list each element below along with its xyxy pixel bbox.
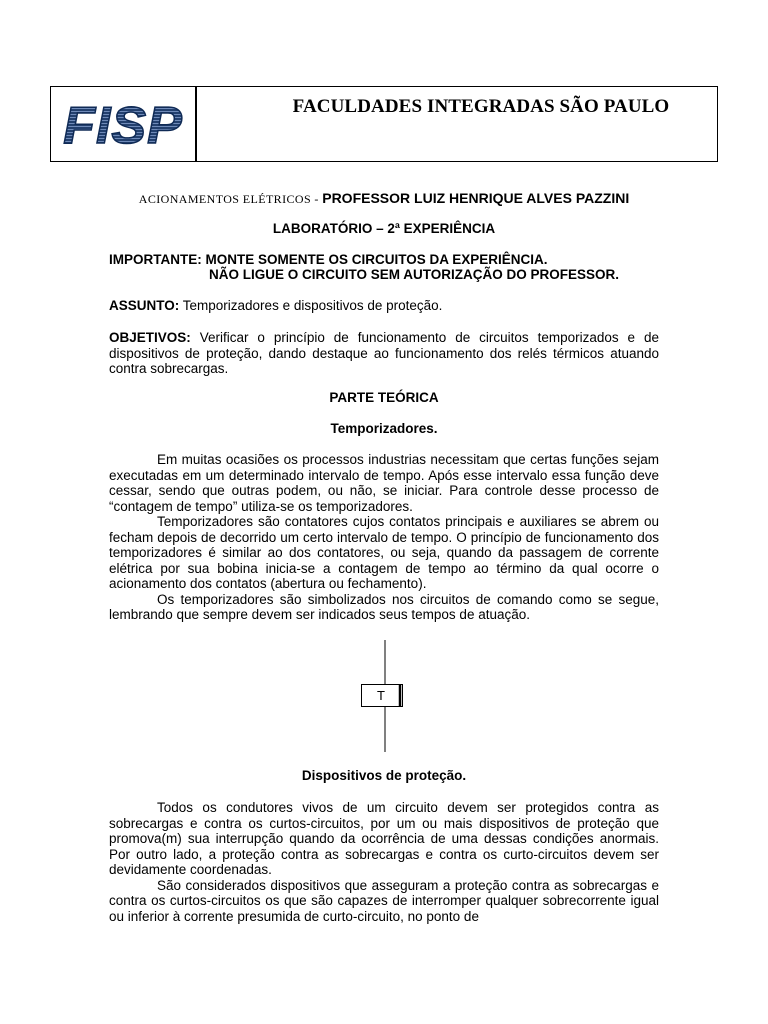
timers-heading: Temporizadores. — [330, 421, 438, 436]
header-box — [50, 86, 718, 162]
timers-text — [109, 452, 659, 623]
objectives-label: OBJETIVOS: — [109, 330, 191, 345]
subject-paragraph — [109, 298, 659, 314]
timers-paragraph-3: Os temporizadores são simbolizados nos circuitos de comando como se segue, lembrando que sempre devem ser indicados seus tempos de atuação. — [109, 591, 659, 622]
protection-paragraph-2: São considerados dispositivos que asseguram a proteção contra as sobrecargas e contra os curtos-circuitos os que são capazes de interromper qualquer sobrecorrente igual ou inferior à corrente presumida de curto-circuito, no ponto de — [109, 877, 659, 924]
fisp-logo-text: FISP — [63, 97, 183, 155]
professor-name: PROFESSOR LUIZ HENRIQUE ALVES PAZZINI — [322, 190, 630, 206]
protection-heading: Dispositivos de proteção. — [301, 768, 467, 783]
warning-line-2: NÃO LIGUE O CIRCUITO SEM AUTORIZAÇÃO DO PROFESSOR. — [209, 267, 620, 282]
timers-paragraph-1: Em muitas ocasiões os processos industrias necessitam que certas funções sejam executadas em um determinado intervalo de tempo. Após esse intervalo essa função deve cessar, sendo que outras podem, ou não, se iniciar. Para controle desse processo de “contagem de tempo” utiliza-se os temporizadores. — [109, 452, 659, 514]
timer-symbol — [360, 640, 410, 752]
course-line — [0, 190, 768, 207]
institution-title: FACULDADES INTEGRADAS SÃO PAULO — [292, 96, 670, 117]
protection-text — [109, 800, 659, 924]
timers-paragraph-2: Temporizadores são contatores cujos contatos principais e auxiliares se abrem ou fecham depois de decorrido um certo intervalo de tempo. O princípio de funcionamento dos temporizadores é similar ao dos contatores, ou seja, quando da passagem de corrente elétrica por sua bobina inicia-se a contagem de tempo ao término da qual ocorre o acionamento dos contatos (abertura ou fechamento). — [109, 514, 659, 591]
subject-text: Temporizadores e dispositivos de proteção. — [179, 298, 443, 313]
objectives-paragraph — [109, 330, 659, 377]
theory-heading: PARTE TEÓRICA — [329, 390, 439, 405]
fisp-logo — [55, 93, 191, 155]
lab-title: LABORATÓRIO – 2ª EXPERIÊNCIA — [272, 221, 496, 236]
warning-line-1: IMPORTANTE: MONTE SOMENTE OS CIRCUITOS DA EXPERIÊNCIA. — [109, 252, 548, 267]
logo-cell — [51, 87, 197, 161]
objectives-text: Verificar o princípio de funcionamento de circuitos temporizados e de dispositivos de proteção, dando destaque ao funcionamento dos relés térmicos atuando contra sobrecargas. — [109, 330, 659, 376]
subject-label: ASSUNTO: — [109, 298, 180, 313]
timer-symbol-label: T — [377, 688, 385, 703]
course-name: ACIONAMENTOS ELÉTRICOS - — [138, 192, 323, 206]
protection-paragraph-1: Todos os condutores vivos de um circuito devem ser protegidos contra as sobrecargas e contra os curtos-circuitos, por um ou mais dispositivos de proteção que promova(m) sua interrupção quando da ocorrência de uma dessas condições anormais. Por outro lado, a proteção contra as sobrecargas e contra os curto-circuitos devem ser devidamente coordenadas. — [109, 800, 659, 877]
